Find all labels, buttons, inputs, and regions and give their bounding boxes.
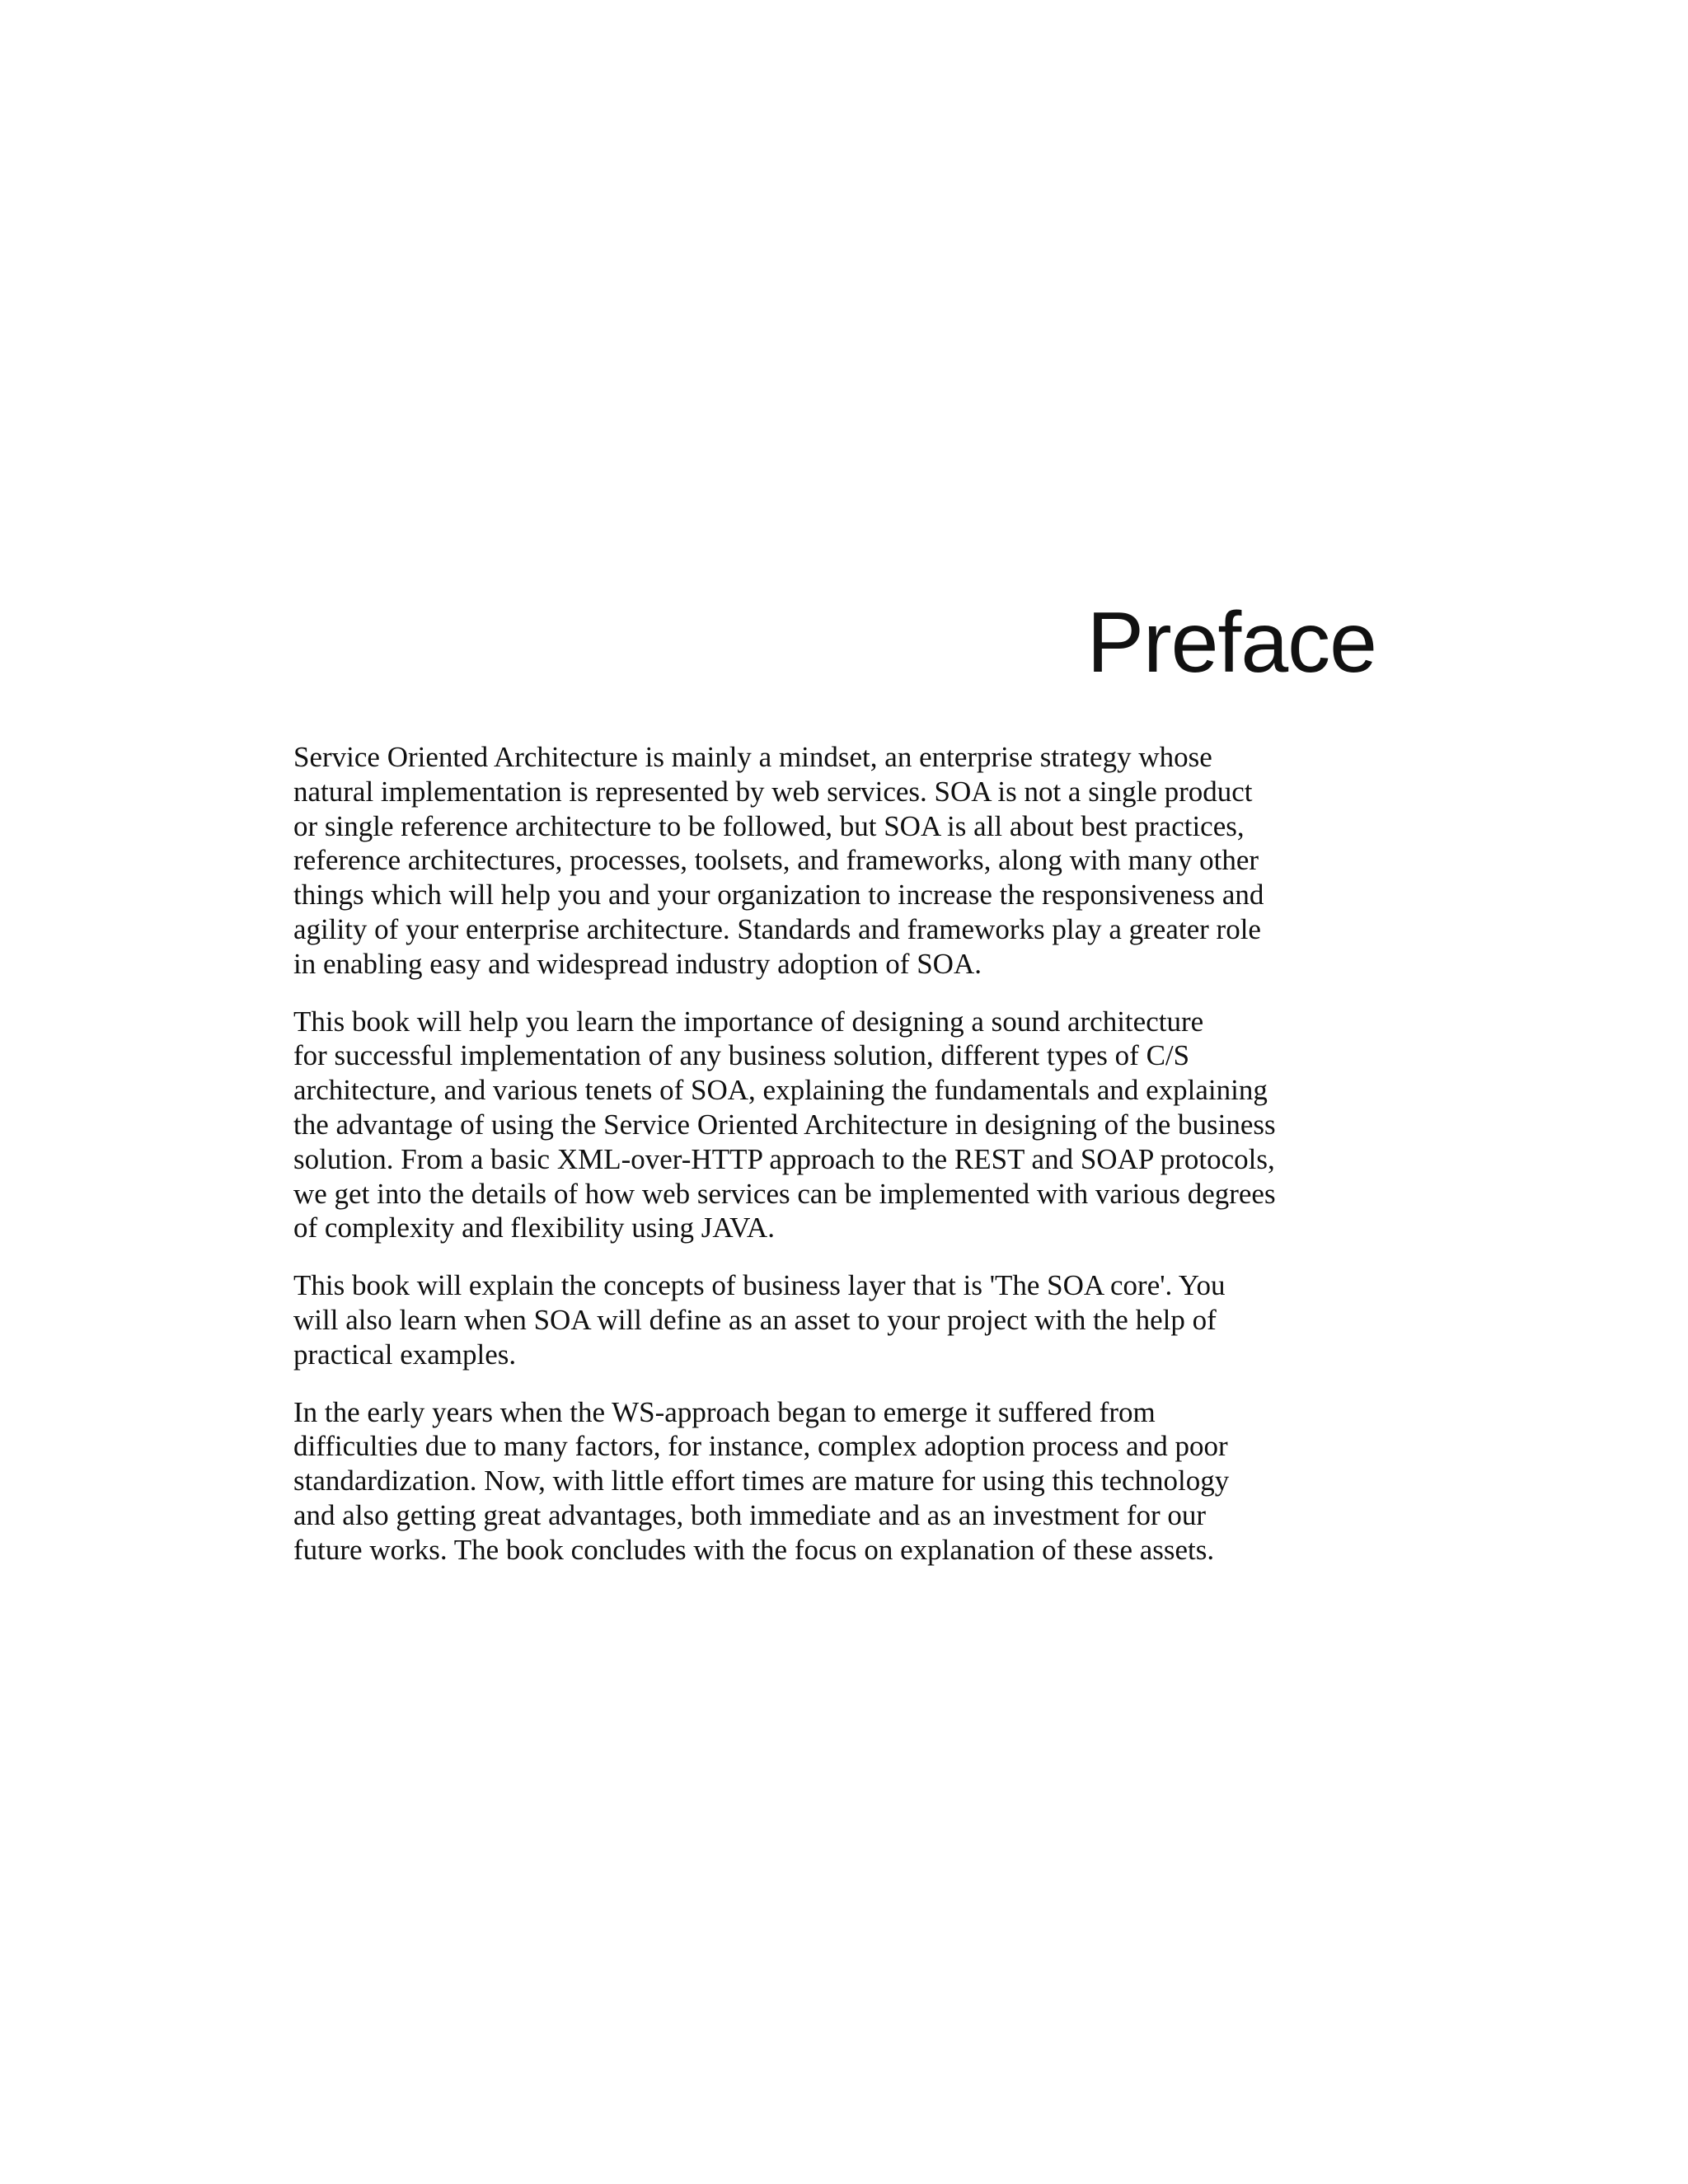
paragraph-line: This book will help you learn the importance of designing a sound architecture	[293, 1005, 1204, 1038]
paragraph-line: practical examples.	[293, 1338, 517, 1371]
paragraph-2	[293, 1005, 1398, 1246]
paragraph-line: reference architectures, processes, toolsets, and frameworks, along with many other	[293, 844, 1259, 877]
paragraph-line: we get into the details of how web services can be implemented with various degrees	[293, 1177, 1276, 1210]
paragraph-line: solution. From a basic XML-over-HTTP approach to the REST and SOAP protocols,	[293, 1142, 1275, 1175]
paragraph-line: will also learn when SOA will define as an asset to your project with the help of	[293, 1303, 1217, 1336]
preface-body	[293, 740, 1398, 1591]
paragraph-line: and also getting great advantages, both immediate and as an investment for our	[293, 1498, 1207, 1531]
paragraph-line: in enabling easy and widespread industry adoption of SOA.	[293, 947, 982, 980]
paragraph-line: agility of your enterprise architecture. Standards and frameworks play a greater role	[293, 912, 1261, 945]
paragraph-line: architecture, and various tenets of SOA, explaining the fundamentals and explaining	[293, 1074, 1268, 1107]
paragraph-line: for successful implementation of any business solution, different types of C/S	[293, 1039, 1190, 1072]
paragraph-line: natural implementation is represented by web services. SOA is not a single product	[293, 775, 1253, 808]
paragraph-line: or single reference architecture to be followed, but SOA is all about best practices,	[293, 809, 1245, 842]
paragraph-line: future works. The book concludes with the focus on explanation of these assets.	[293, 1533, 1215, 1566]
paragraph-1	[293, 740, 1398, 982]
paragraph-line: things which will help you and your organization to increase the responsiveness and	[293, 879, 1264, 912]
paragraph-line: difficulties due to many factors, for instance, complex adoption process and poor	[293, 1430, 1228, 1463]
paragraph-line: In the early years when the WS-approach began to emerge it suffered from	[293, 1395, 1156, 1428]
paragraph-line: standardization. Now, with little effort times are mature for using this technology	[293, 1465, 1230, 1497]
paragraph-3	[293, 1268, 1398, 1371]
paragraph-line: of complexity and flexibility using JAVA.	[293, 1212, 775, 1244]
paragraph-line: the advantage of using the Service Oriented Architecture in designing of the business	[293, 1108, 1276, 1141]
paragraph-line: Service Oriented Architecture is mainly a mindset, an enterprise strategy whose	[293, 741, 1212, 773]
paragraph-4	[293, 1395, 1398, 1568]
paragraph-line: This book will explain the concepts of business layer that is 'The SOA core'. You	[293, 1269, 1226, 1302]
chapter-title: Preface	[1086, 595, 1376, 691]
